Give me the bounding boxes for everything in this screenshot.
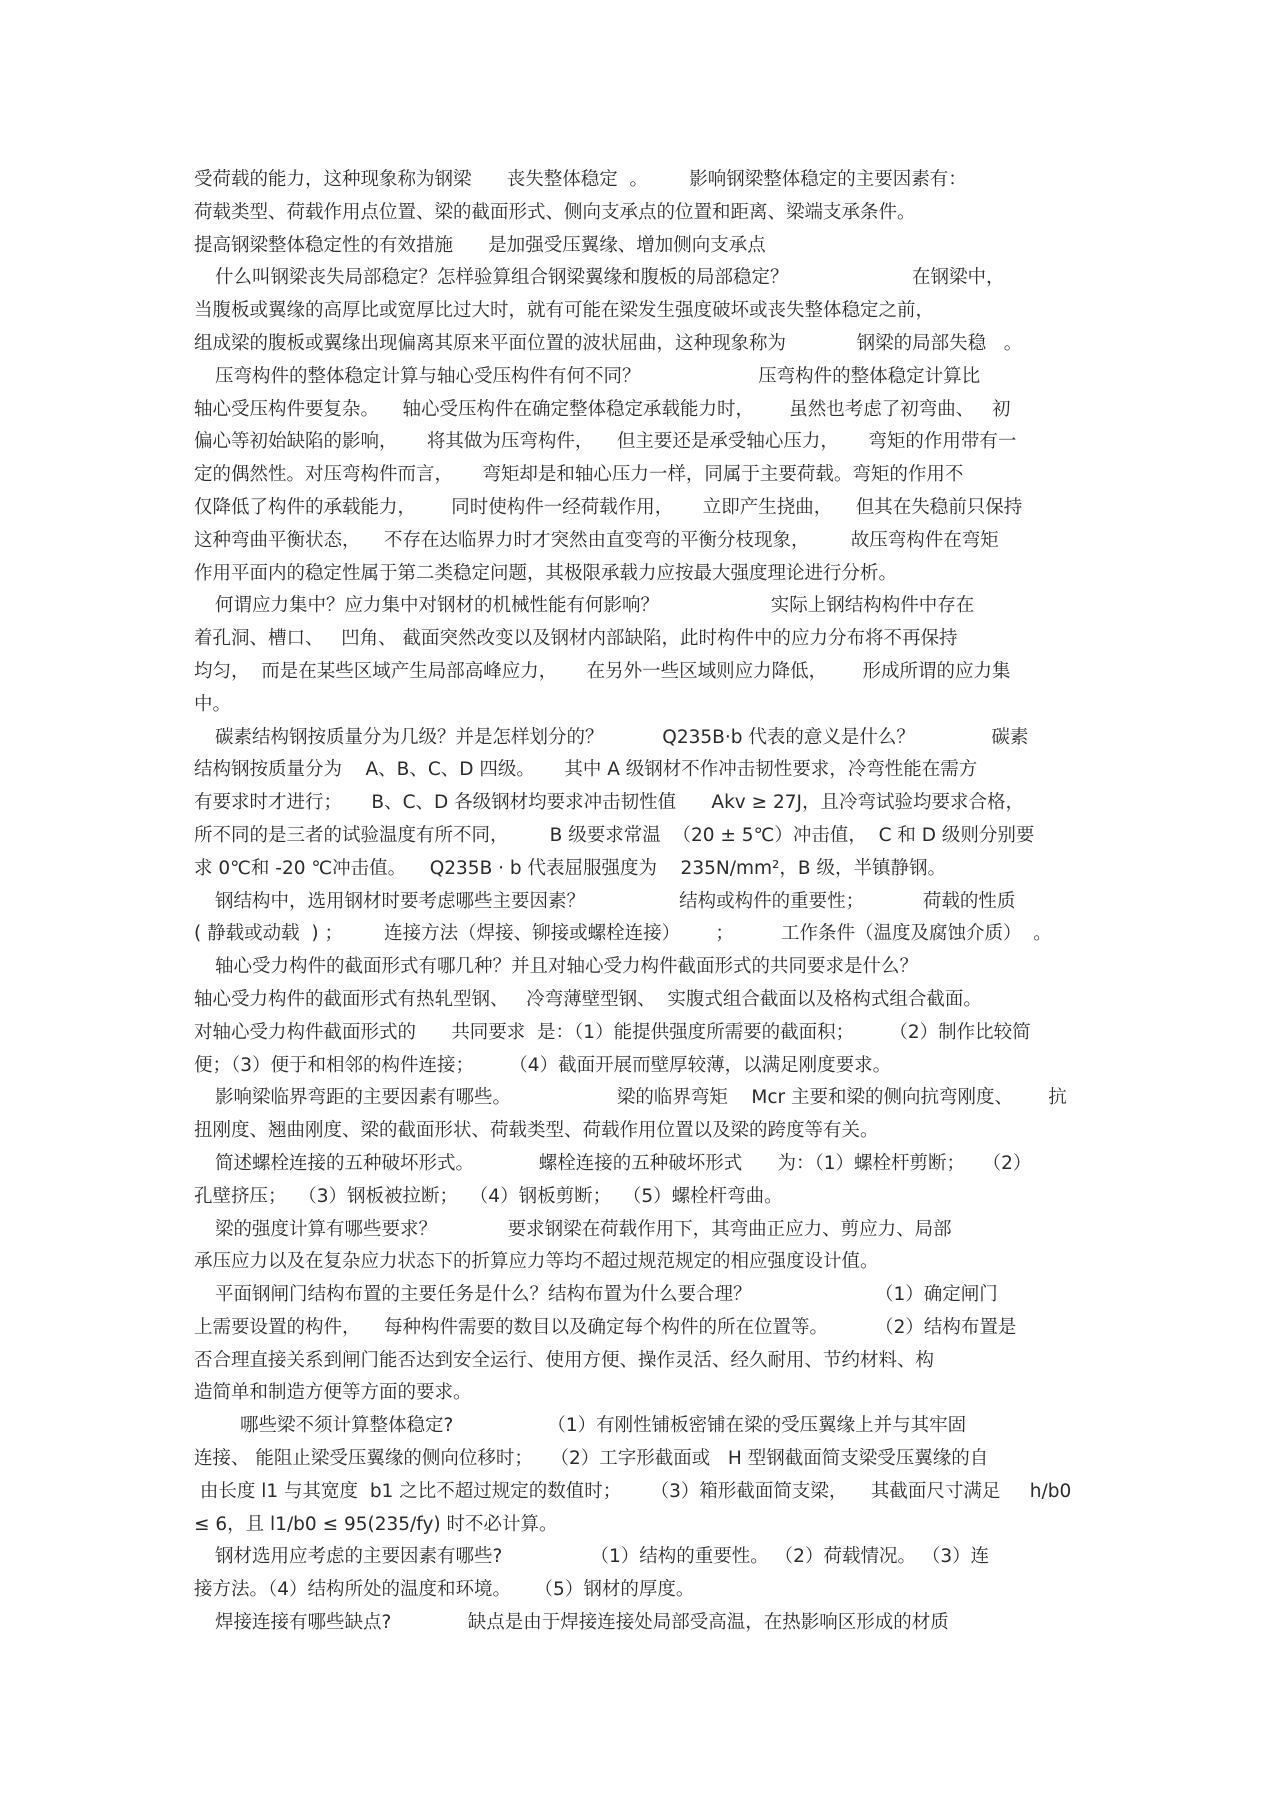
paragraph: [194, 1214, 1094, 1280]
text-line: 仅降低了构件的承载能力， 同时使构件一经荷载作用， 立即产生挠曲， 但其在失稳前只保持: [194, 496, 1023, 518]
paragraph: [194, 1443, 1094, 1541]
text-line: 上需要设置的构件， 每种构件需要的数目以及确定每个构件的所在位置等。 （2）结构布置是: [194, 1316, 1017, 1338]
paragraph: [194, 1607, 1094, 1640]
paragraph: [194, 1082, 1094, 1148]
question-line: 钢材选用应考虑的主要因素有哪些? （1）结构的重要性。 （2）荷载情况。 （3）连: [215, 1546, 990, 1568]
question-line: 钢结构中，选用钢材时要考虑哪些主要因素？ 结构或构件的重要性； 荷载的性质: [215, 890, 1016, 912]
paragraph: [194, 886, 1094, 952]
paragraph: [194, 1541, 1094, 1607]
question-line: 哪些梁不须计算整体稳定? （1）有刚性铺板密铺在梁的受压翼缘上并与其牢固: [240, 1415, 967, 1437]
text-line: ≤ 6，且 l1/b0 ≤ 95(235/fy) 时不必计算。: [194, 1513, 558, 1535]
text-line: 着孔洞、槽口、 凹角、 截面突然改变以及钢材内部缺陷，此时构件中的应力分布将不再保持: [194, 628, 958, 650]
paragraph: [194, 984, 1094, 1082]
text-line: 对轴心受力构件截面形式的 共同要求 是：（1）能提供强度所需要的截面积； （2）制作比较简: [194, 1021, 1031, 1043]
text-line: 有要求时才进行； B、C、D 各级钢材均要求冲击韧性值 Akv ≥ 27J，且冷弯试验均要求合格，: [194, 792, 1025, 814]
text-line: 提高钢梁整体稳定性的有效措施 是加强受压翼缘、增加侧向支承点: [194, 234, 766, 256]
question-line: 焊接连接有哪些缺点? 缺点是由于焊接连接处局部受高温，在热影响区形成的材质: [215, 1612, 949, 1634]
text-line: 接方法。（4）结构所处的温度和环境。 （5）钢材的厚度。: [194, 1579, 695, 1601]
paragraph: [194, 1410, 1094, 1443]
question-line: 什么叫钢梁丧失局部稳定？怎样验算组合钢梁翼缘和腹板的局部稳定？ 在钢梁中，: [215, 267, 1005, 289]
text-line: 定的偶然性。对压弯构件而言， 弯矩却是和轴心压力一样，同属于主要荷载。弯矩的作用不: [194, 464, 964, 486]
paragraph: [194, 164, 1094, 262]
text-line: 这种弯曲平衡状态， 不存在达临界力时才突然由直变弯的平衡分枝现象， 故压弯构件在弯矩: [194, 529, 999, 551]
text-line: 组成梁的腹板或翼缘出现偏离其原来平面位置的波状屈曲，这种现象称为 钢梁的局部失稳 。: [194, 332, 1023, 354]
text-line: 所不同的是三者的试验温度有所不同， B 级要求常温 （20 ± 5℃）冲击值， C 和 D 级则分别要: [194, 824, 1035, 846]
text-line: 当腹板或翼缘的高厚比或宽厚比过大时，就有可能在梁发生强度破坏或丧失整体稳定之前，: [194, 300, 935, 322]
text-line: 均匀， 而是在某些区域产生局部高峰应力， 在另外一些区域则应力降低， 形成所谓的应力集: [194, 660, 1011, 682]
text-line: 作用平面内的稳定性属于第二类稳定问题，其极限承载力应按最大强度理论进行分析。: [194, 562, 898, 584]
paragraph: [194, 1148, 1094, 1214]
question-line: 何谓应力集中？应力集中对钢材的机械性能有何影响？ 实际上钢结构构件中存在: [215, 595, 975, 617]
question-line: 碳素结构钢按质量分为几级？并是怎样划分的？ Q235B·b 代表的意义是什么？ 碳素: [215, 726, 1029, 748]
question-line: 影响梁临界弯距的主要因素有哪些。 梁的临界弯矩 Mcr 主要和梁的侧向抗弯刚度、 抗: [215, 1087, 1067, 1109]
paragraph: [194, 262, 1094, 360]
text-line: 荷载类型、荷载作用点位置、梁的截面形式、侧向支承点的位置和距离、梁端支承条件。: [194, 201, 916, 223]
text-line: 扭刚度、翘曲刚度、梁的截面形状、荷载类型、荷载作用位置以及梁的跨度等有关。: [194, 1120, 879, 1142]
question-line: 梁的强度计算有哪些要求？ 要求钢梁在荷载作用下，其弯曲正应力、剪应力、局部: [215, 1218, 952, 1240]
text-line: 结构钢按质量分为 A、B、C、D 四级。 其中 A 级钢材不作冲击韧性要求，冷弯性能在需方: [194, 759, 978, 781]
text-line: 轴心受压构件要复杂。 轴心受压构件在确定整体稳定承载能力时， 虽然也考虑了初弯曲、 初: [194, 398, 1011, 420]
paragraph: [194, 1279, 1094, 1410]
text-line: 轴心受力构件的截面形式有热轧型钢、 冷弯薄壁型钢、 实腹式组合截面以及格构式组合截面。: [194, 988, 982, 1010]
text-line: 否合理直接关系到闸门能否达到安全运行、使用方便、操作灵活、经久耐用、节约材料、构: [194, 1349, 935, 1371]
paragraph: [194, 951, 1094, 984]
question-line: 轴心受力构件的截面形式有哪几种？并且对轴心受力构件截面形式的共同要求是什么？: [215, 956, 919, 978]
text-line: 造简单和制造方便等方面的要求。: [194, 1382, 472, 1404]
question-line: 简述螺栓连接的五种破坏形式。 螺栓连接的五种破坏形式 为：（1）螺栓杆剪断； （2）: [215, 1152, 1032, 1174]
text-line: 求 0℃和 -20 ℃冲击值。 Q235B · b 代表屈服强度为 235N/mm²，B 级，半镇静钢。: [194, 857, 946, 879]
text-line: 由长度 l1 与其宽度 b1 之比不超过规定的数值时； （3）箱形截面简支梁， 其截面尺寸满足 h/b0: [194, 1480, 1072, 1502]
question-line: 平面钢闸门结构布置的主要任务是什么？结构布置为什么要合理？ （1）确定闸门: [215, 1284, 998, 1306]
text-line: 便；（3）便于和相邻的构件连接； （4）截面开展而壁厚较薄，以满足刚度要求。: [194, 1054, 892, 1076]
document-body: [194, 164, 1094, 1640]
paragraph: [194, 590, 1094, 721]
text-line: 孔壁挤压； （3）钢板被拉断； （4）钢板剪断； （5）螺栓杆弯曲。: [194, 1185, 783, 1207]
question-line: 压弯构件的整体稳定计算与轴心受压构件有何不同？ 压弯构件的整体稳定计算比: [215, 365, 981, 387]
text-line: 中。: [194, 693, 232, 715]
text-line: 连接、 能阻止梁受压翼缘的侧向位移时； （2）工字形截面或 H 型钢截面简支梁受压翼缘的自: [194, 1448, 989, 1470]
text-line: ( 静载或动载 ) ； 连接方法（焊接、铆接或螺栓连接） ； 工作条件（温度及腐蚀介质） 。: [194, 923, 1052, 945]
paragraph: [194, 722, 1094, 886]
text-line: 偏心等初始缺陷的影响， 将其做为压弯构件， 但主要还是承受轴心压力， 弯矩的作用带有一: [194, 431, 1017, 453]
text-line: 承压应力以及在复杂应力状态下的折算应力等均不超过规范规定的相应强度设计值。: [194, 1251, 879, 1273]
paragraph: [194, 361, 1094, 591]
text-line: 受荷载的能力，这种现象称为钢梁 丧失整体稳定 。 影响钢梁整体稳定的主要因素有：: [194, 169, 967, 190]
